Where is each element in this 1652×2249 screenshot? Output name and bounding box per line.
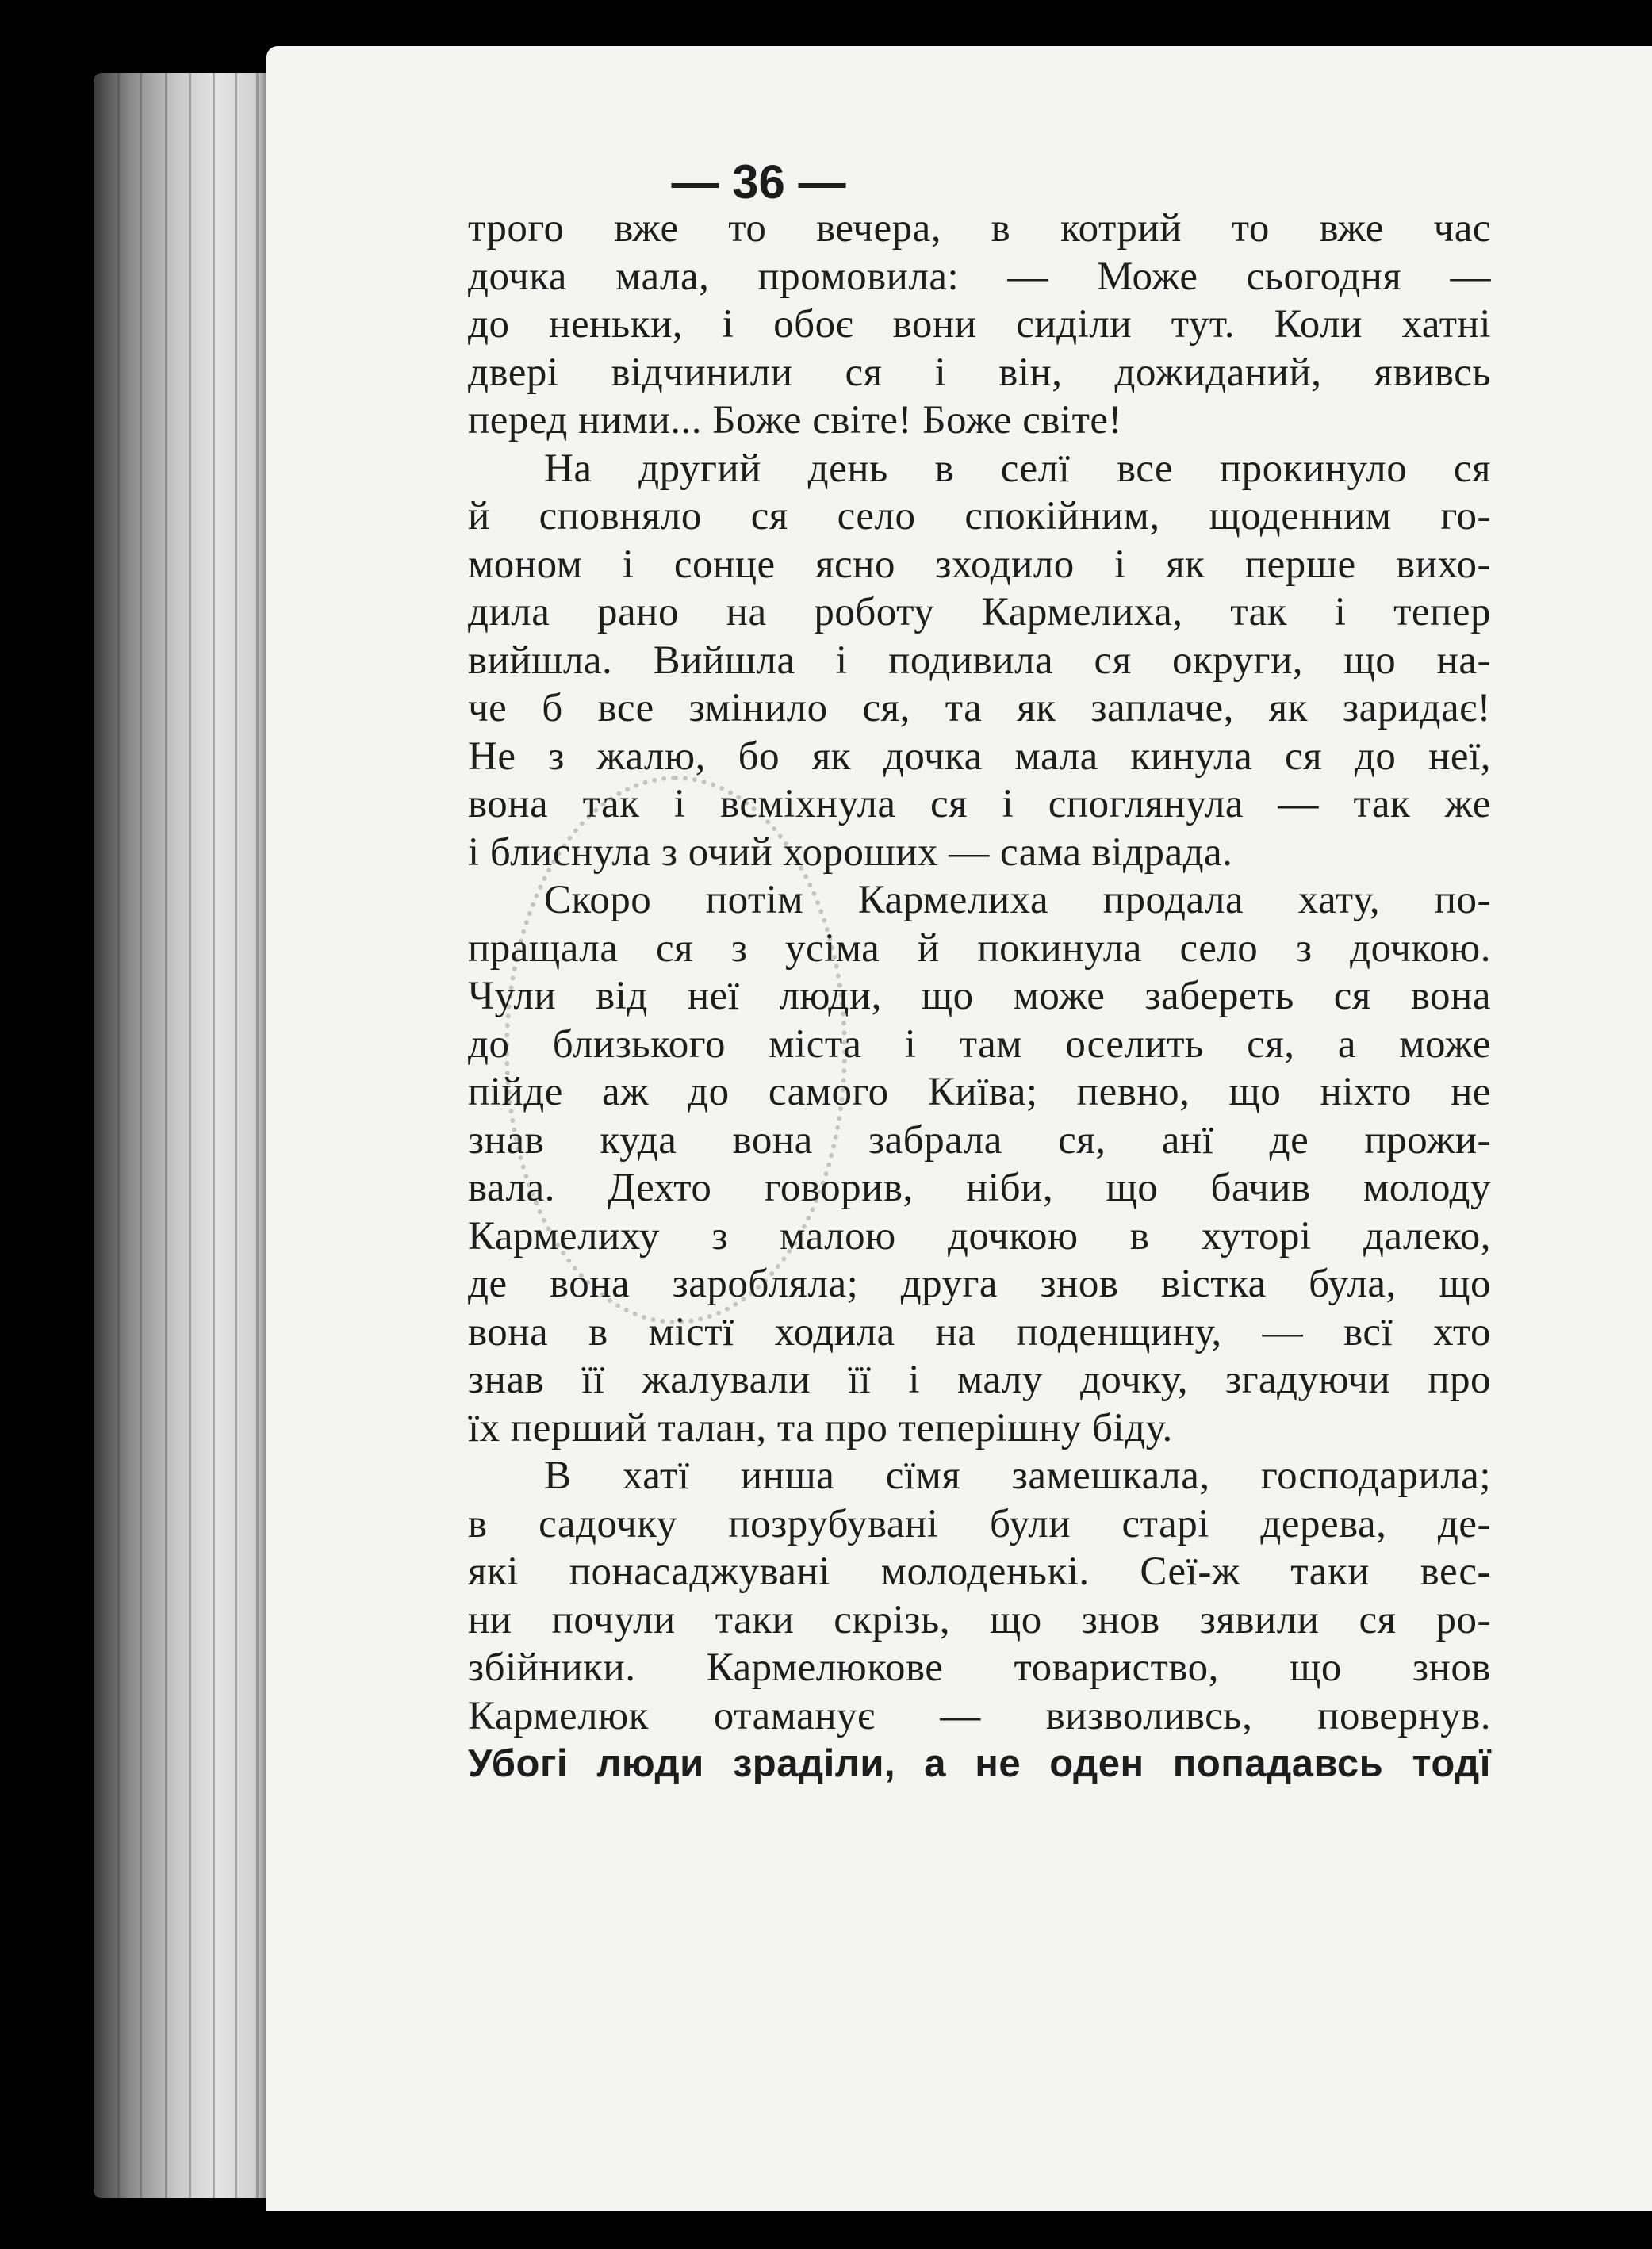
text-line: пійде аж до самого Київа; певно, що ніхто не — [468, 1070, 1491, 1114]
text-line: пращала ся з усіма й покинула село з дочкою. — [468, 925, 1491, 971]
text-line: В хатї инша сїмя замешкала, господарила; — [544, 1454, 1491, 1498]
text-line: і блиснула з очий хороших — сама відрада. — [468, 829, 1233, 875]
text-line: ни почули таки скрізь, що знов зявили ся ро- — [468, 1597, 1491, 1642]
page-number: — 36 — — [671, 155, 846, 209]
text-line: дочка мала, промовила: — Може сьогодня — — [468, 254, 1491, 299]
text-line: знав куда вона забрала ся, анї де прожи- — [468, 1117, 1491, 1163]
text-line: перед ними... Боже світе! Боже світе! — [468, 398, 1123, 443]
text-line: й сповняло ся село спокійним, щоденним го- — [468, 494, 1491, 538]
text-line: вона так і всміхнула ся і споглянула — так же — [468, 782, 1491, 826]
text-line: Кармелюк отаманує — визволивсь, повернув. — [468, 1693, 1491, 1738]
text-line: двері відчинили ся і він, дожиданий, явивсь — [468, 350, 1491, 395]
text-line: до неньки, і обоє вони сиділи тут. Коли хатні — [468, 302, 1491, 347]
text-line: їх перший талан, та про теперішну біду. — [468, 1405, 1173, 1450]
text-line: вона в містї ходила на поденщину, — всї хто — [468, 1309, 1491, 1354]
text-line: че б все змінило ся, та як заплаче, як заридає! — [468, 686, 1491, 730]
text-line: моном і сонце ясно зходило і як перше вихо- — [468, 542, 1491, 587]
text-line: трого вже то вечера, в котрий то вже час — [468, 206, 1491, 251]
text-line: Скоро потім Кармелиха продала хату, по- — [544, 878, 1491, 922]
text-line: Кармелиху з малою дочкою в хуторі далеко, — [468, 1213, 1491, 1259]
text-line: які понасаджувані молоденькі. Сеї-ж таки вес- — [468, 1550, 1491, 1594]
text-line: На другий день в селї все прокинуло ся — [544, 446, 1491, 491]
text-line: Убогі люди зраділи, а не оден попадавсь тодї — [468, 1742, 1491, 1785]
text-line: збійники. Кармелюкове товариство, що знов — [468, 1646, 1491, 1690]
text-line: знав її жалували її і малу дочку, згадуючи про — [468, 1358, 1491, 1402]
text-line: Не з жалю, бо як дочка мала кинула ся до неї, — [468, 734, 1491, 779]
body-text — [468, 205, 1491, 1788]
text-line: вийшла. Вийшла і подивила ся округи, що на- — [468, 638, 1491, 683]
text-line: дила рано на роботу Кармелиха, так і тепер — [468, 590, 1491, 634]
text-line: до близького міста і там оселить ся, а може — [468, 1021, 1491, 1067]
text-line: Чули від неї люди, що може забереть ся вона — [468, 974, 1491, 1018]
text-line: вала. Дехто говорив, ніби, що бачив молоду — [468, 1166, 1491, 1210]
text-line: в садочку позрубувані були старі дерева, де- — [468, 1501, 1491, 1546]
text-line: де вона заробляла; друга знов вістка була, що — [468, 1262, 1491, 1306]
